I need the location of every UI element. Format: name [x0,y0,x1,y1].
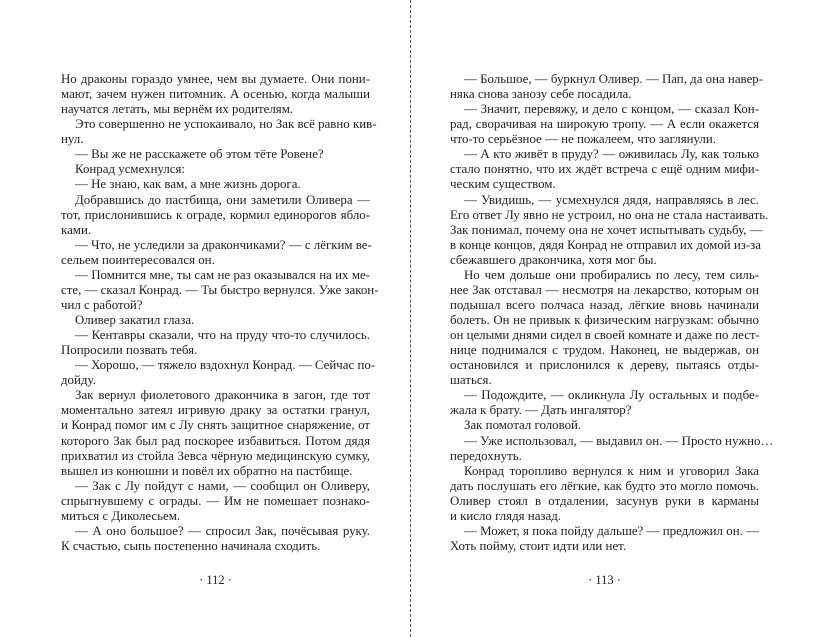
text-line: — Зак с Лу пойдут с нами, — сообщил он Оливеру, [75,478,370,493]
text-line: — Подождите, — окликнула Лу остальных и подбе- [464,388,759,403]
text-line: Добравшись до пастбища, они заметили Оливера — [75,192,370,207]
text-line: — Кентавры сказали, что на пруду что-то случилось. [75,328,370,343]
text-line: Зак вернул фиолетового дракончика в загон, где тот [75,388,370,403]
text-line: — Может, я пока пойду дальше? — предложил он. — [464,523,759,538]
text-line: — А оно большое? — спросил Зак, почёсывая руку. [75,523,370,538]
text-line: подышал всего полчаса назад, лёгкие вновь начинали [450,297,759,312]
text-line: дать послушать его лёгкие, как будто это могло помочь. [450,478,759,493]
text-line: — А кто живёт в пруду? — оживилась Лу, как только [464,147,759,162]
text-line: в конце концов, дядя Конрад не отправил их домой из-за [450,237,761,252]
text-line: Хоть пойму, стоит идти или нет. [450,538,627,553]
page-number-left: · 112 · [199,573,232,587]
text-line: спрыгнувшему с ограды. — Им не помешает познако- [61,493,370,508]
text-line: ческим существом. [450,177,556,192]
text-line: стало понятно, что их ждёт встреча с ещё одним мифи- [450,162,759,177]
left-page-text [61,72,379,554]
text-line: — Помнится мне, ты сам не раз оказывался на их ме- [75,267,370,282]
text-line: нул. [61,132,84,147]
text-line: рад, сворачивая на широкую тропу. — А если окажется [450,117,759,132]
text-line: передохнуть. [450,448,522,463]
text-line: Это совершенно не успокаивало, но Зак всё равно кив- [75,117,377,132]
text-line: Но чем дольше они пробирались по лесу, тем силь- [464,267,759,282]
text-line: вышел из конюшни и повёл их обратно на пастбище. [61,463,353,478]
text-line: — Значит, перевяжу, и дело с концом, — сказал Кон- [464,102,759,117]
text-line: — Хорошо, — тяжело вздохнул Конрад. — Сейчас по- [75,358,376,373]
text-line: нице поднимался с трудом. Наконец, не выдержав, он [450,343,759,358]
text-line: жала к брату. — Дать ингалятор? [450,403,632,418]
text-line: болеть. Он не привык к физическим нагрузкам: обычно [450,313,759,327]
text-line: миться с Диколесьем. [61,508,181,523]
text-line: — Большое, — буркнул Оливер. — Пап, да она навер- [464,72,764,86]
text-line: научатся летать, мы вернём их родителям. [61,102,294,117]
text-line: шаться. [450,373,492,388]
text-line: прихватил из стойла Зевса чёрную медицинскую сумку, [61,448,370,463]
text-line: он целыми днями сидел в своей комнате и даже по лест- [450,328,760,343]
text-line: Оливер стоял в отдалении, засунув руки в карманы [450,493,759,508]
text-line: сбежавшего дракончика, хотя мог бы. [450,252,657,267]
text-line: дойду. [61,373,96,388]
right-page [410,0,820,637]
text-line: и кисло глядя назад. [450,508,562,523]
text-line: сельем поинтересовался он. [61,252,215,267]
text-line: тот, прислонившись к ограде, кормил единорогов ябло- [61,207,370,222]
page-number-right: · 113 · [588,573,621,587]
text-line: Попросили позвать тебя. [61,343,198,358]
text-line: нее Зак отставал — несмотря на лекарство, которым он [450,282,759,297]
text-line: — Уже использовал, — выдавил он. — Просто нужно… [464,433,774,448]
text-line: и Конрад помог им с Лу снять защитное снаряжение, от [61,418,370,433]
text-line: чил с работой? [61,297,143,312]
text-line: — Вы же не расскажете об этом тёте Ровене? [75,147,324,162]
text-line: — Не знаю, как вам, а мне жизнь дорога. [75,177,301,192]
text-line: остановился и прислонился к дереву, пытаясь отды- [450,358,759,373]
text-line: Конрад усмехнулся: [75,162,186,177]
text-line: — Увидишь, — усмехнулся дядя, направляясь в лес. [464,192,759,207]
text-line: Его ответ Лу явно не устроил, но она не стала настаивать. [450,207,769,222]
text-line: что-то серьёзное — не пожалеем, что заглянули. [450,132,716,147]
text-line: моментально затеял игривую драку за остатки гранул, [61,403,370,418]
text-line: ками. [61,222,92,237]
text-line: которого Зак был рад поскорее избавиться. Потом дядя [61,433,370,448]
text-line: сте, — сказал Конрад. — Ты быстро вернулся. Уже закон- [61,282,379,297]
text-line: няка снова занозу себе посадила. [450,87,632,102]
text-line: Но драконы гораздо умнее, чем вы думаете. Они пони- [61,72,370,86]
right-page-text [450,72,774,554]
text-line: Зак понимал, почему она не хочет испытывать судьбу, — [450,222,763,237]
text-line: Зак помотал головой. [464,418,582,433]
text-line: К счастью, сыпь постепенно начинала сходить. [61,538,321,553]
text-line: Конрад торопливо вернулся к ним и уговорил Зака [464,463,759,478]
text-line: Оливер закатил глаза. [75,313,195,327]
text-line: — Что, не уследили за дракончиками? — с лёгким ве- [75,237,372,252]
text-line: мают, зачем нужен питомник. А осенью, когда малыши [61,87,370,102]
